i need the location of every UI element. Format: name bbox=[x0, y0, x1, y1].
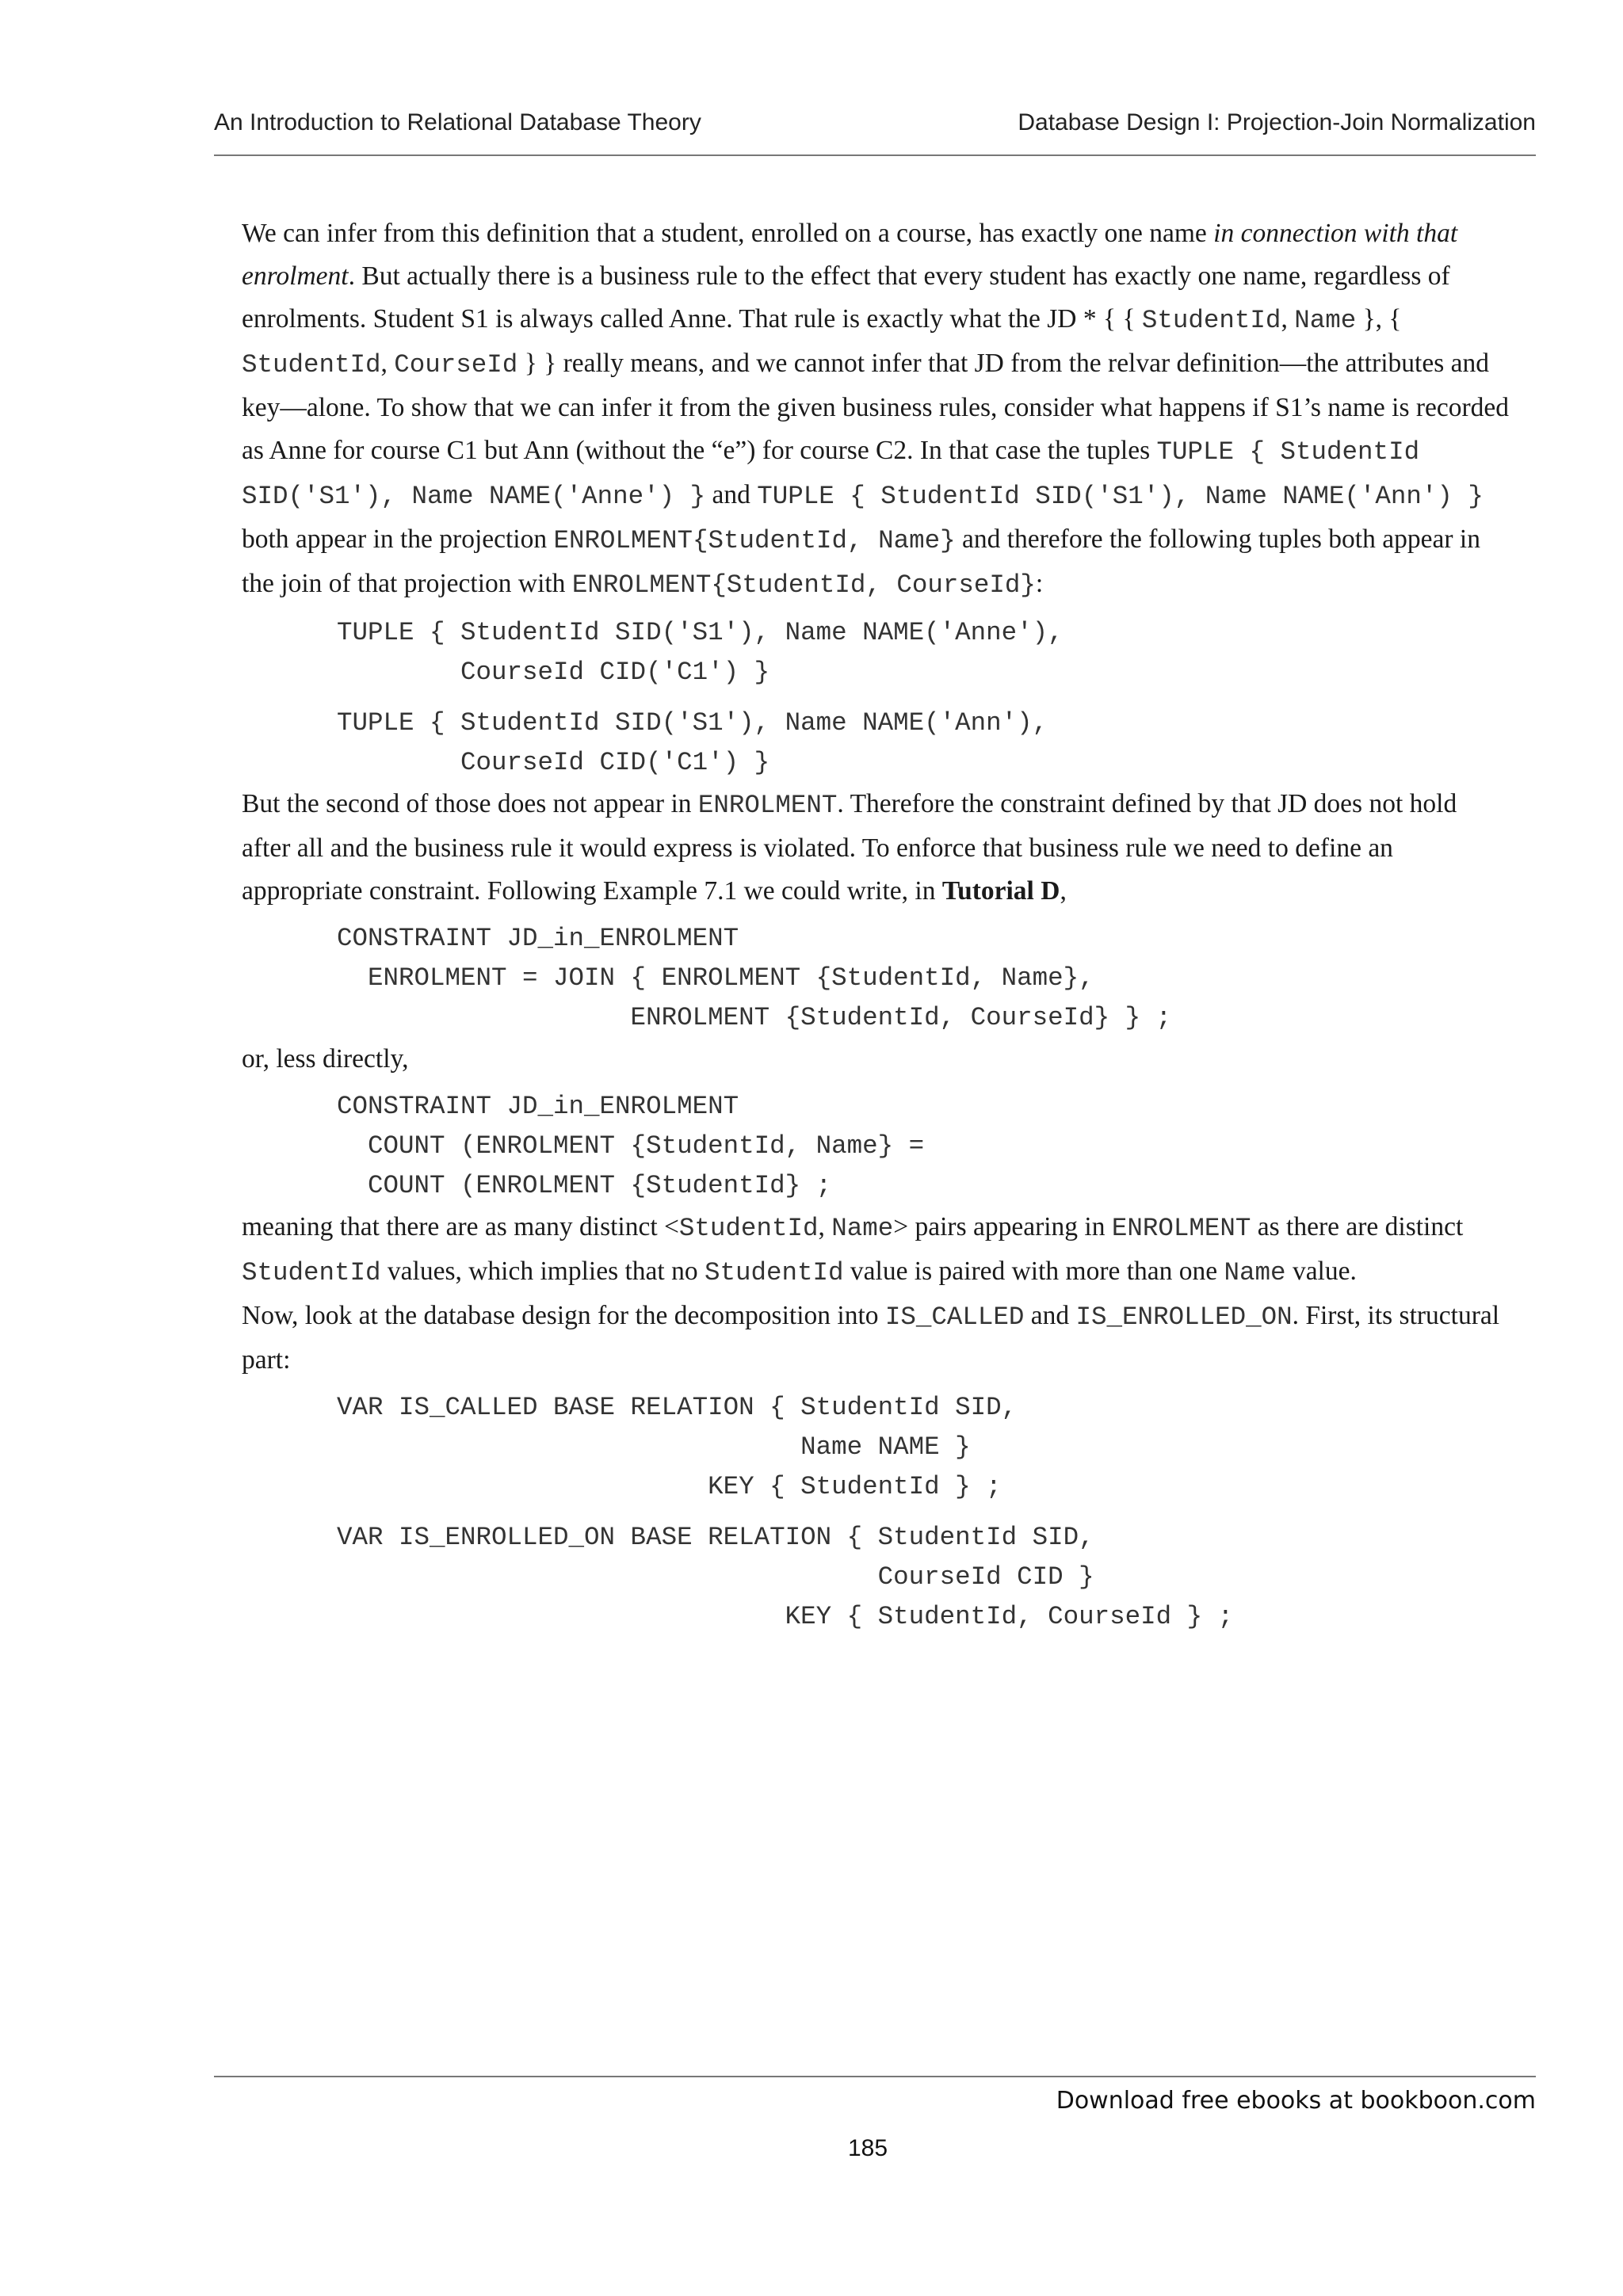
footer-rule bbox=[214, 2076, 1536, 2077]
paragraph-meaning: meaning that there are as many distinct <StudentId, Name> pairs appearing in ENROLMENT as there are distinct StudentId values, which implies that no StudentId value is paired with more than one Name value. bbox=[242, 1212, 1464, 1287]
running-header-left: An Introduction to Relational Database Theory bbox=[214, 109, 701, 135]
code-constraint-count: CONSTRAINT JD_in_ENROLMENT COUNT (ENROLMENT {StudentId, Name} = COUNT (ENROLMENT {StudentId} ; bbox=[337, 1092, 925, 1200]
code-tuple-anne: TUPLE { StudentId SID('S1'), Name NAME('Anne'), CourseId CID('C1') } bbox=[337, 618, 1064, 687]
page-body bbox=[242, 212, 1510, 1637]
running-header-right: Database Design I: Projection-Join Normalization bbox=[1018, 109, 1536, 135]
code-var-is-called: VAR IS_CALLED BASE RELATION { StudentId SID, Name NAME } KEY { StudentId } ; bbox=[337, 1393, 1018, 1501]
footer-download-link[interactable]: Download free ebooks at bookboon.com bbox=[1056, 2087, 1536, 2115]
code-var-is-enrolled-on: VAR IS_ENROLLED_ON BASE RELATION { StudentId SID, CourseId CID } KEY { StudentId, CourseId } ; bbox=[337, 1523, 1234, 1631]
paragraph-decomposition: Now, look at the database design for the decomposition into IS_CALLED and IS_ENROLLED_ON. First, its structural part: bbox=[242, 1301, 1500, 1375]
paragraph-jd-explanation: We can infer from this definition that a student, enrolled on a course, has exactly one name in connection with that enrolment. But actually there is a business rule to the effect that every student has exactly one name, regardless of enrolments. Student S1 is always called Anne. That rule is exactly what the JD * { { StudentId, Name }, { StudentId, CourseId } } really means, and we cannot infer that JD from the relvar definition—the attributes and key—alone. To show that we can infer it from the given business rules, consider what happens if S1’s name is recorded as Anne for course C1 but Ann (without the “e”) for course C2. In that case the tuples TUPLE { StudentId SID('S1'), Name NAME('Anne') } and TUPLE { StudentId SID('S1'), Name NAME('Ann') } both appear in the projection ENROLMENT{StudentId, Name} and therefore the following tuples both appear in the join of that projection with ENROLMENT{StudentId, CourseId}: bbox=[242, 219, 1510, 600]
header-rule bbox=[214, 154, 1536, 156]
code-constraint-join: CONSTRAINT JD_in_ENROLMENT ENROLMENT = JOIN { ENROLMENT {StudentId, Name}, ENROLMENT {StudentId, CourseId} } ; bbox=[337, 924, 1172, 1032]
page-number: 185 bbox=[847, 2135, 888, 2161]
paragraph-constraint-intro: But the second of those does not appear in ENROLMENT. Therefore the constraint defined by that JD does not hold after all and the business rule it would express is violated. To enforce that business rule we need to define an appropriate constraint. Following Example 7.1 we could write, in Tutorial D, bbox=[242, 789, 1457, 906]
paragraph-less-directly: or, less directly, bbox=[242, 1044, 409, 1074]
code-tuple-ann: TUPLE { StudentId SID('S1'), Name NAME('Ann'), CourseId CID('C1') } bbox=[337, 708, 1048, 777]
